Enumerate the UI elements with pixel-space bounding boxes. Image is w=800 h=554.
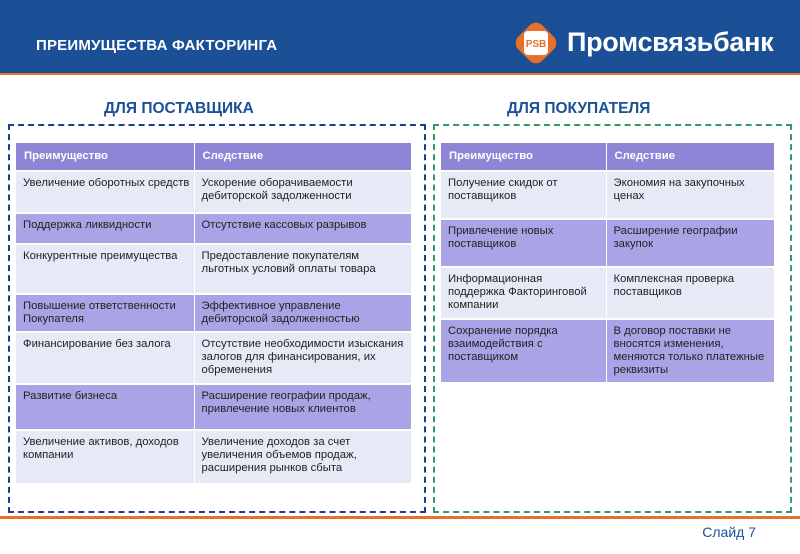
advantage-cell: Увеличение оборотных средств [16,171,194,213]
buyer-table [441,143,774,384]
table-row [441,319,774,383]
supplier-table [16,143,411,485]
page-title: ПРЕИМУЩЕСТВА ФАКТОРИНГА [36,37,278,54]
header-divider [0,73,800,75]
table-row [16,332,411,384]
table-row [441,267,774,319]
slide-number: Слайд 7 [702,524,756,540]
advantage-cell: Финансирование без залога [16,332,194,384]
table-row [441,219,774,267]
consequence-cell: Расширение географии закупок [606,219,774,267]
table-row [16,213,411,244]
table-row [441,171,774,219]
advantage-cell: Привлечение новых поставщиков [441,219,606,267]
table-row [16,171,411,213]
consequence-cell: Экономия на закупочных ценах [606,171,774,219]
footer-divider [0,516,800,519]
consequence-cell: В договор поставки не вносятся изменения, меняются только платежные реквизиты [606,319,774,383]
consequence-cell: Увеличение доходов за счет увеличения объемов продаж, расширения рынков сбыта [194,430,411,484]
column-header-advantage: Преимущество [441,143,606,171]
buyer-section-title: ДЛЯ ПОКУПАТЕЛЯ [507,100,651,117]
table-header-row [441,143,774,171]
advantage-cell: Получение скидок от поставщиков [441,171,606,219]
bank-logo-text: Промсвязьбанк [567,27,774,57]
table-row [16,430,411,484]
table-row [16,294,411,332]
consequence-cell: Комплексная проверка поставщиков [606,267,774,319]
column-header-consequence: Следствие [194,143,411,171]
consequence-cell: Ускорение оборачиваемости дебиторской задолженности [194,171,411,213]
consequence-cell: Эффективное управление дебиторской задолженностью [194,294,411,332]
advantage-cell: Информационная поддержка Факторинговой компании [441,267,606,319]
consequence-cell: Предоставление покупателям льготных условий оплаты товара [194,244,411,294]
advantage-cell: Сохранение порядка взаимодействия с поставщиком [441,319,606,383]
advantage-cell: Конкурентные преимущества [16,244,194,294]
supplier-section-title: ДЛЯ ПОСТАВЩИКА [104,100,254,117]
logo-mark-text: PSB [525,39,547,50]
table-row [16,244,411,294]
consequence-cell: Отсутствие необходимости изыскания залогов для финансирования, их обременения [194,332,411,384]
header-bar [0,0,800,73]
consequence-cell: Расширение географии продаж, привлечение новых клиентов [194,384,411,430]
advantage-cell: Развитие бизнеса [16,384,194,430]
bank-logo [515,22,785,64]
table-header-row [16,143,411,171]
bank-logo-icon [515,22,557,64]
table-row [16,384,411,430]
column-header-advantage: Преимущество [16,143,194,171]
advantage-cell: Увеличение активов, доходов компании [16,430,194,484]
consequence-cell: Отсутствие кассовых разрывов [194,213,411,244]
advantage-cell: Повышение ответственности Покупателя [16,294,194,332]
column-header-consequence: Следствие [606,143,774,171]
advantage-cell: Поддержка ликвидности [16,213,194,244]
